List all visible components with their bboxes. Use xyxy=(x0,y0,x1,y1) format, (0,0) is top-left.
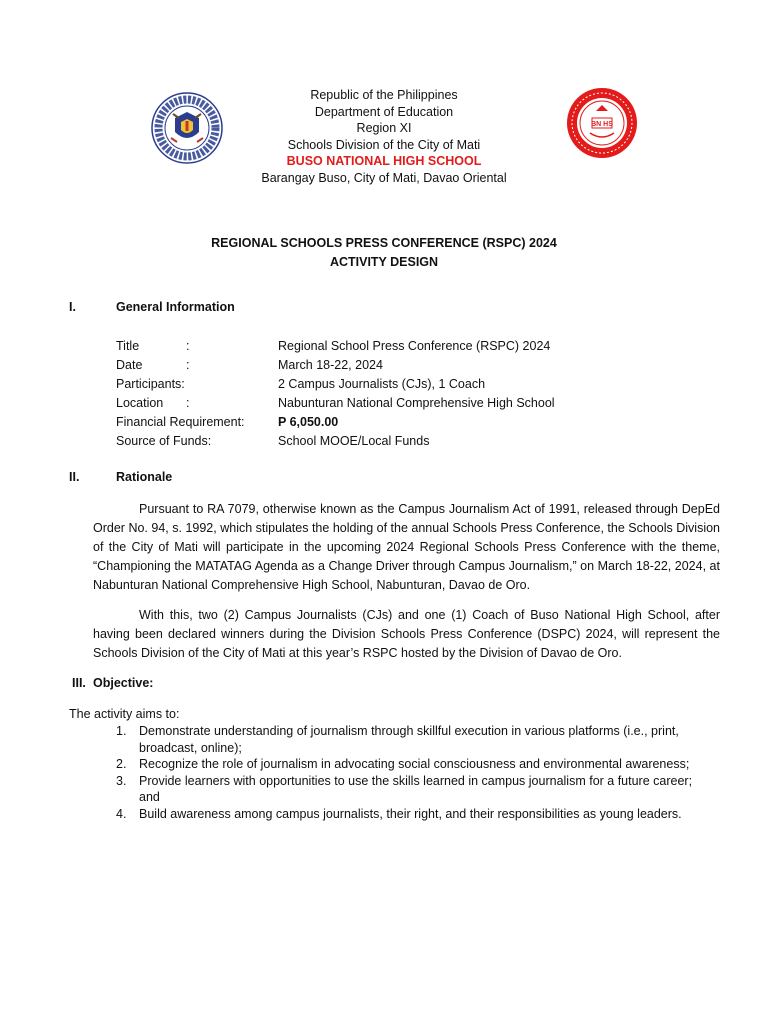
info-colon: : xyxy=(186,358,190,372)
header-region: Region XI xyxy=(356,121,412,135)
list-item xyxy=(116,723,716,756)
paragraph-text: Pursuant to RA 7079, otherwise known as the Campus Journalism Act of 1991, released through DepEd Order No. 94, s. 1992, which stipulates the holding of the annual Schools Press Conference, the Schools Division of the City of Mati will participate in the upcoming 2024 Regional Schools Press Conference with the theme, “Championing the MATATAG Agenda as a Change Driver through Campus Journalism,” on March 18-22, 2024, at Nabunturan National Comprehensive High School, Nabunturan, Davao de Oro. xyxy=(93,502,720,592)
document-title-line1: REGIONAL SCHOOLS PRESS CONFERENCE (RSPC) 2024 xyxy=(211,236,557,250)
header-department: Department of Education xyxy=(314,104,454,119)
section2-heading: Rationale xyxy=(116,470,173,484)
list-item xyxy=(116,806,716,823)
list-item-number: 1. xyxy=(116,724,127,738)
header-division: Schools Division of the City of Mati xyxy=(287,137,481,152)
info-value: March 18-22, 2024 xyxy=(278,358,383,372)
list-item-number: 4. xyxy=(116,806,127,821)
info-label: Source of Funds: xyxy=(116,434,212,448)
list-item-text: Provide learners with opportunities to use the skills learned in campus journalism for a future career; and xyxy=(139,773,693,804)
info-label: Date xyxy=(116,358,143,372)
rationale-paragraph-2 xyxy=(93,606,720,663)
info-value: 2 Campus Journalists (CJs), 1 Coach xyxy=(278,377,486,391)
list-item xyxy=(116,773,716,806)
section3-heading: Objective: xyxy=(93,676,154,690)
letterhead xyxy=(0,87,768,186)
objective-list xyxy=(116,723,716,822)
rationale-paragraph-1 xyxy=(93,500,720,595)
header-address: Barangay Buso, City of Mati, Davao Oriental xyxy=(261,170,507,185)
header-school-name: BUSO NATIONAL HIGH SCHOOL xyxy=(286,154,482,168)
info-value: School MOOE/Local Funds xyxy=(278,434,430,448)
list-item-text: Demonstrate understanding of journalism through skillful execution in various platforms (i.e., print, broadcast, online); xyxy=(139,724,679,755)
info-label: Participants: xyxy=(116,377,185,391)
section1-number: I. xyxy=(69,300,76,314)
svg-text:BN HS: BN HS xyxy=(591,121,613,128)
info-value: Regional School Press Conference (RSPC) 2024 xyxy=(278,339,551,353)
document-title-line2: ACTIVITY DESIGN xyxy=(329,255,439,269)
info-value-amount: P 6,050.00 xyxy=(278,415,339,429)
list-item-text: Recognize the role of journalism in advocating social consciousness and environmental awareness; xyxy=(139,757,690,771)
info-label: Location xyxy=(116,396,164,410)
list-item-number: 3. xyxy=(116,773,127,788)
info-colon: : xyxy=(186,396,190,410)
objective-intro: The activity aims to: xyxy=(69,707,180,721)
section2-number: II. xyxy=(69,470,80,484)
section1-heading: General Information xyxy=(116,300,235,314)
list-item-number: 2. xyxy=(116,757,127,771)
info-colon: : xyxy=(186,339,190,353)
document-title xyxy=(0,234,768,272)
list-item-text: Build awareness among campus journalists, their right, and their responsibilities as young leaders. xyxy=(139,806,682,821)
info-value: Nabunturan National Comprehensive High School xyxy=(278,396,555,410)
paragraph-text: With this, two (2) Campus Journalists (CJs) and one (1) Coach of Buso National High School, after having been declared winners during the Division Schools Press Conference (DSPC) 2024, will represent the Schools Division of the City of Mati at this year’s RSPC hosted by the Division of Davao de Oro. xyxy=(93,608,720,660)
section3-number: III. xyxy=(72,676,86,690)
header-republic: Republic of the Philippines xyxy=(310,88,458,102)
info-label: Title xyxy=(116,339,140,353)
info-label: Financial Requirement: xyxy=(116,415,245,429)
list-item xyxy=(116,756,716,773)
